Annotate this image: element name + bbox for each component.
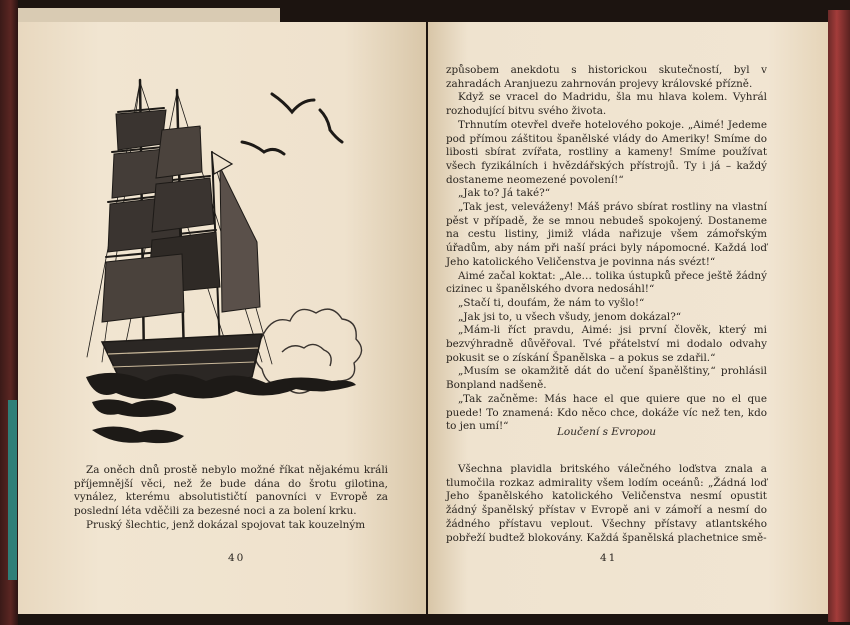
paragraph: „Jak to? Já také?“ bbox=[458, 187, 551, 200]
page-number-right: 41 bbox=[600, 552, 618, 564]
right-page-text-continued bbox=[446, 463, 767, 545]
paragraph: Když se vracel do Madridu, šla mu hlava kolem. Vyhrál rozhodující bitvu svého života. bbox=[446, 91, 767, 118]
paragraph: Za oněch dnů prostě nebylo možné říkat nějakému králi příjemnější věci, než že bude dána do šrotu gilotina, vynález, kterému absolutističtí panovníci v Evropě za poslední léta vděčili za bezesné noci a za bolení krku. bbox=[74, 464, 388, 518]
paragraph: „Mám-li říct pravdu, Aimé: jsi první člověk, který mi bezvýhradně důvěřoval. Tvé přátelství mi dodalo odvahy pokusit se o získání Španělska – a pokus se zdařil.“ bbox=[446, 324, 767, 364]
sailing-ship-illustration bbox=[82, 72, 382, 457]
paragraph: Trhnutím otevřel dveře hotelového pokoje. „Aimé! Jedeme pod přímou záštitou španělské vlády do Ameriky! Smíme do libosti sbírat zvířata, rostliny a kameny! Smíme používat všech fyzikálních i hvězdářských přístrojů. Ty i já – každý dostaneme neomezené povolení!“ bbox=[446, 118, 767, 186]
paragraph: Pruský šlechtic, jenž dokázal spojovat tak kouzelným bbox=[86, 518, 366, 531]
chapter-heading: Loučení s Evropou bbox=[556, 426, 657, 438]
paragraph: Aimé začal koktat: „Ale… tolika ústupků přece ještě žádný cizinec u španělského dvora nedosáhl!“ bbox=[446, 269, 767, 296]
paragraph: „Stačí ti, doufám, že nám to vyšlo!“ bbox=[458, 296, 645, 309]
right-page-text bbox=[446, 64, 767, 434]
bookmark-ribbon bbox=[8, 400, 17, 580]
paragraph: „Jak jsi to, u všech všudy, jenom dokázal?“ bbox=[458, 310, 682, 323]
paragraph: způsobem anekdotu s historickou skutečností, byl v zahradách Aranjuezu zahrnován projevy královské přízně. bbox=[446, 64, 767, 90]
page-number-left: 40 bbox=[228, 552, 246, 564]
paragraph: „Tak začněme: Más hace el que quiere que no el que puede! To znamená: Kdo něco chce, dokáže víc než ten, kdo to jen umí!“ bbox=[446, 392, 767, 433]
paragraph: „Tak jest, veleváženy! Máš právo sbírat rostliny na vlastní pěst v případě, že se mnou nebudeš spokojený. Dostaneme na cestu listiny, jimiž vláda nařizuje všem zámořským úřadům, aby nám při naší práci byly nápomocné. Každá loď Jeho katolického Veličenstva je povinna nás svézt!“ bbox=[446, 201, 767, 268]
book-cover-right-edge bbox=[828, 10, 850, 622]
paragraph: „Musím se okamžitě dát do učení španělštiny,“ prohlásil Bonpland nadšeně. bbox=[446, 365, 767, 392]
paragraph: Všechna plavidla britského válečného loďstva znala a tlumočila rozkaz admirality všem lodím oceánů: „Žádná loď Jeho španělského katolického Veličenstva nesmí opustit žádný španělský přístav v Evropě ani v zámoří a nesmí do žádného přístavu veplout. Všechny přístavy atlantského pobřeží budtež blokovány. Každá španělská plachetnice smě- bbox=[446, 463, 767, 544]
left-page-text bbox=[74, 464, 388, 533]
